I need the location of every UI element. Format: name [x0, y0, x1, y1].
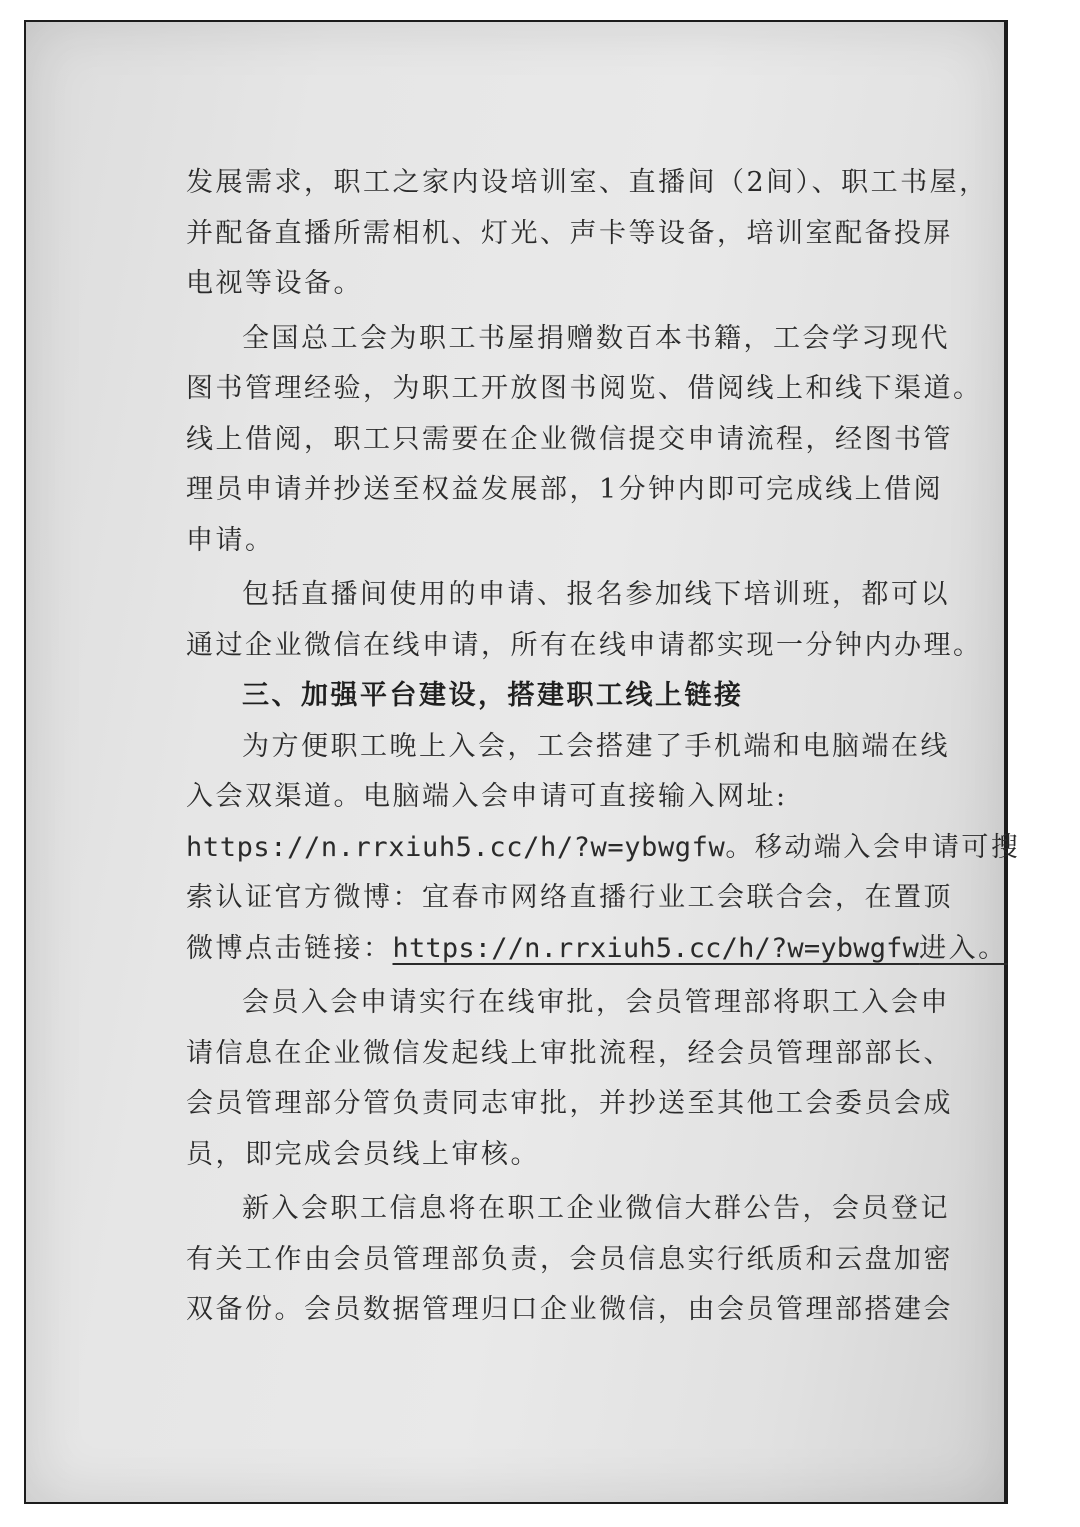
text-segment: 微博点击链接： [186, 932, 393, 964]
text-line: 索认证官方微博：宜春市网络直播行业工会联合会，在置顶 [186, 882, 953, 913]
text-line: 会员管理部分管负责同志审批，并抄送至其他工会委员会成 [186, 1088, 953, 1119]
text-line-with-link [186, 924, 1008, 975]
text-line: 全国总工会为职工书屋捐赠数百本书籍，工会学习现代 [242, 322, 950, 354]
paragraph-book-lending [186, 314, 983, 567]
text-line: 入会双渠道。电脑端入会申请可直接输入网址: [186, 781, 788, 812]
text-segment: 。移动端入会申请可搜 [725, 831, 1021, 863]
text-line: 会员入会申请实行在线审批，会员管理部将职工入会申 [242, 987, 950, 1018]
paragraph-membership-channels [186, 722, 1021, 975]
text-line: 线上借阅，职工只需要在企业微信提交申请流程，经图书管 [186, 423, 953, 455]
text-line: 请信息在企业微信发起线上审批流程，经会员管理部部长、 [186, 1037, 953, 1069]
text-line: 为方便职工晚上入会，工会搭建了手机端和电脑端在线 [242, 730, 950, 762]
text-line: 新入会职工信息将在职工企业微信大群公告，会员登记 [242, 1193, 950, 1224]
link-suffix: 进入。 [919, 932, 1008, 964]
paragraph-online-application [186, 570, 983, 671]
text-line: 有关工作由会员管理部负责，会员信息实行纸质和云盘加密 [186, 1243, 953, 1275]
url-text: https://n.rrxiuh5.cc/h/?w=ybwgfw [186, 831, 726, 863]
text-line: 双备份。会员数据管理归口企业微信，由会员管理部搭建会 [186, 1294, 953, 1325]
paragraph-facilities [186, 158, 989, 310]
section-heading: 三、加强平台建设，搭建职工线上链接 [242, 680, 744, 711]
paragraph-approval [186, 978, 953, 1180]
text-line: 并配备直播所需相机、灯光、声卡等设备，培训室配备投屏 [186, 217, 953, 249]
paragraph-member-records [186, 1184, 953, 1336]
weibo-link[interactable] [393, 933, 1008, 964]
link-url: https://n.rrxiuh5.cc/h/?w=ybwgfw [392, 932, 920, 964]
text-line: 电视等设备。 [186, 268, 363, 299]
text-line: 通过企业微信在线申请，所有在线申请都实现一分钟内办理。 [186, 629, 983, 661]
text-line: 发展需求，职工之家内设培训室、直播间（2间）、职工书屋， [186, 167, 989, 198]
text-line: 申请。 [186, 524, 275, 556]
document-body [186, 158, 1021, 1336]
text-line-with-url [186, 823, 1021, 874]
text-line: 理员申请并抄送至权益发展部，1分钟内即可完成线上借阅 [186, 474, 944, 505]
text-line: 包括直播间使用的申请、报名参加线下培训班，都可以 [242, 579, 950, 610]
text-line: 员，即完成会员线上审核。 [186, 1138, 540, 1170]
text-line: 图书管理经验，为职工开放图书阅览、借阅线上和线下渠道。 [186, 373, 983, 404]
